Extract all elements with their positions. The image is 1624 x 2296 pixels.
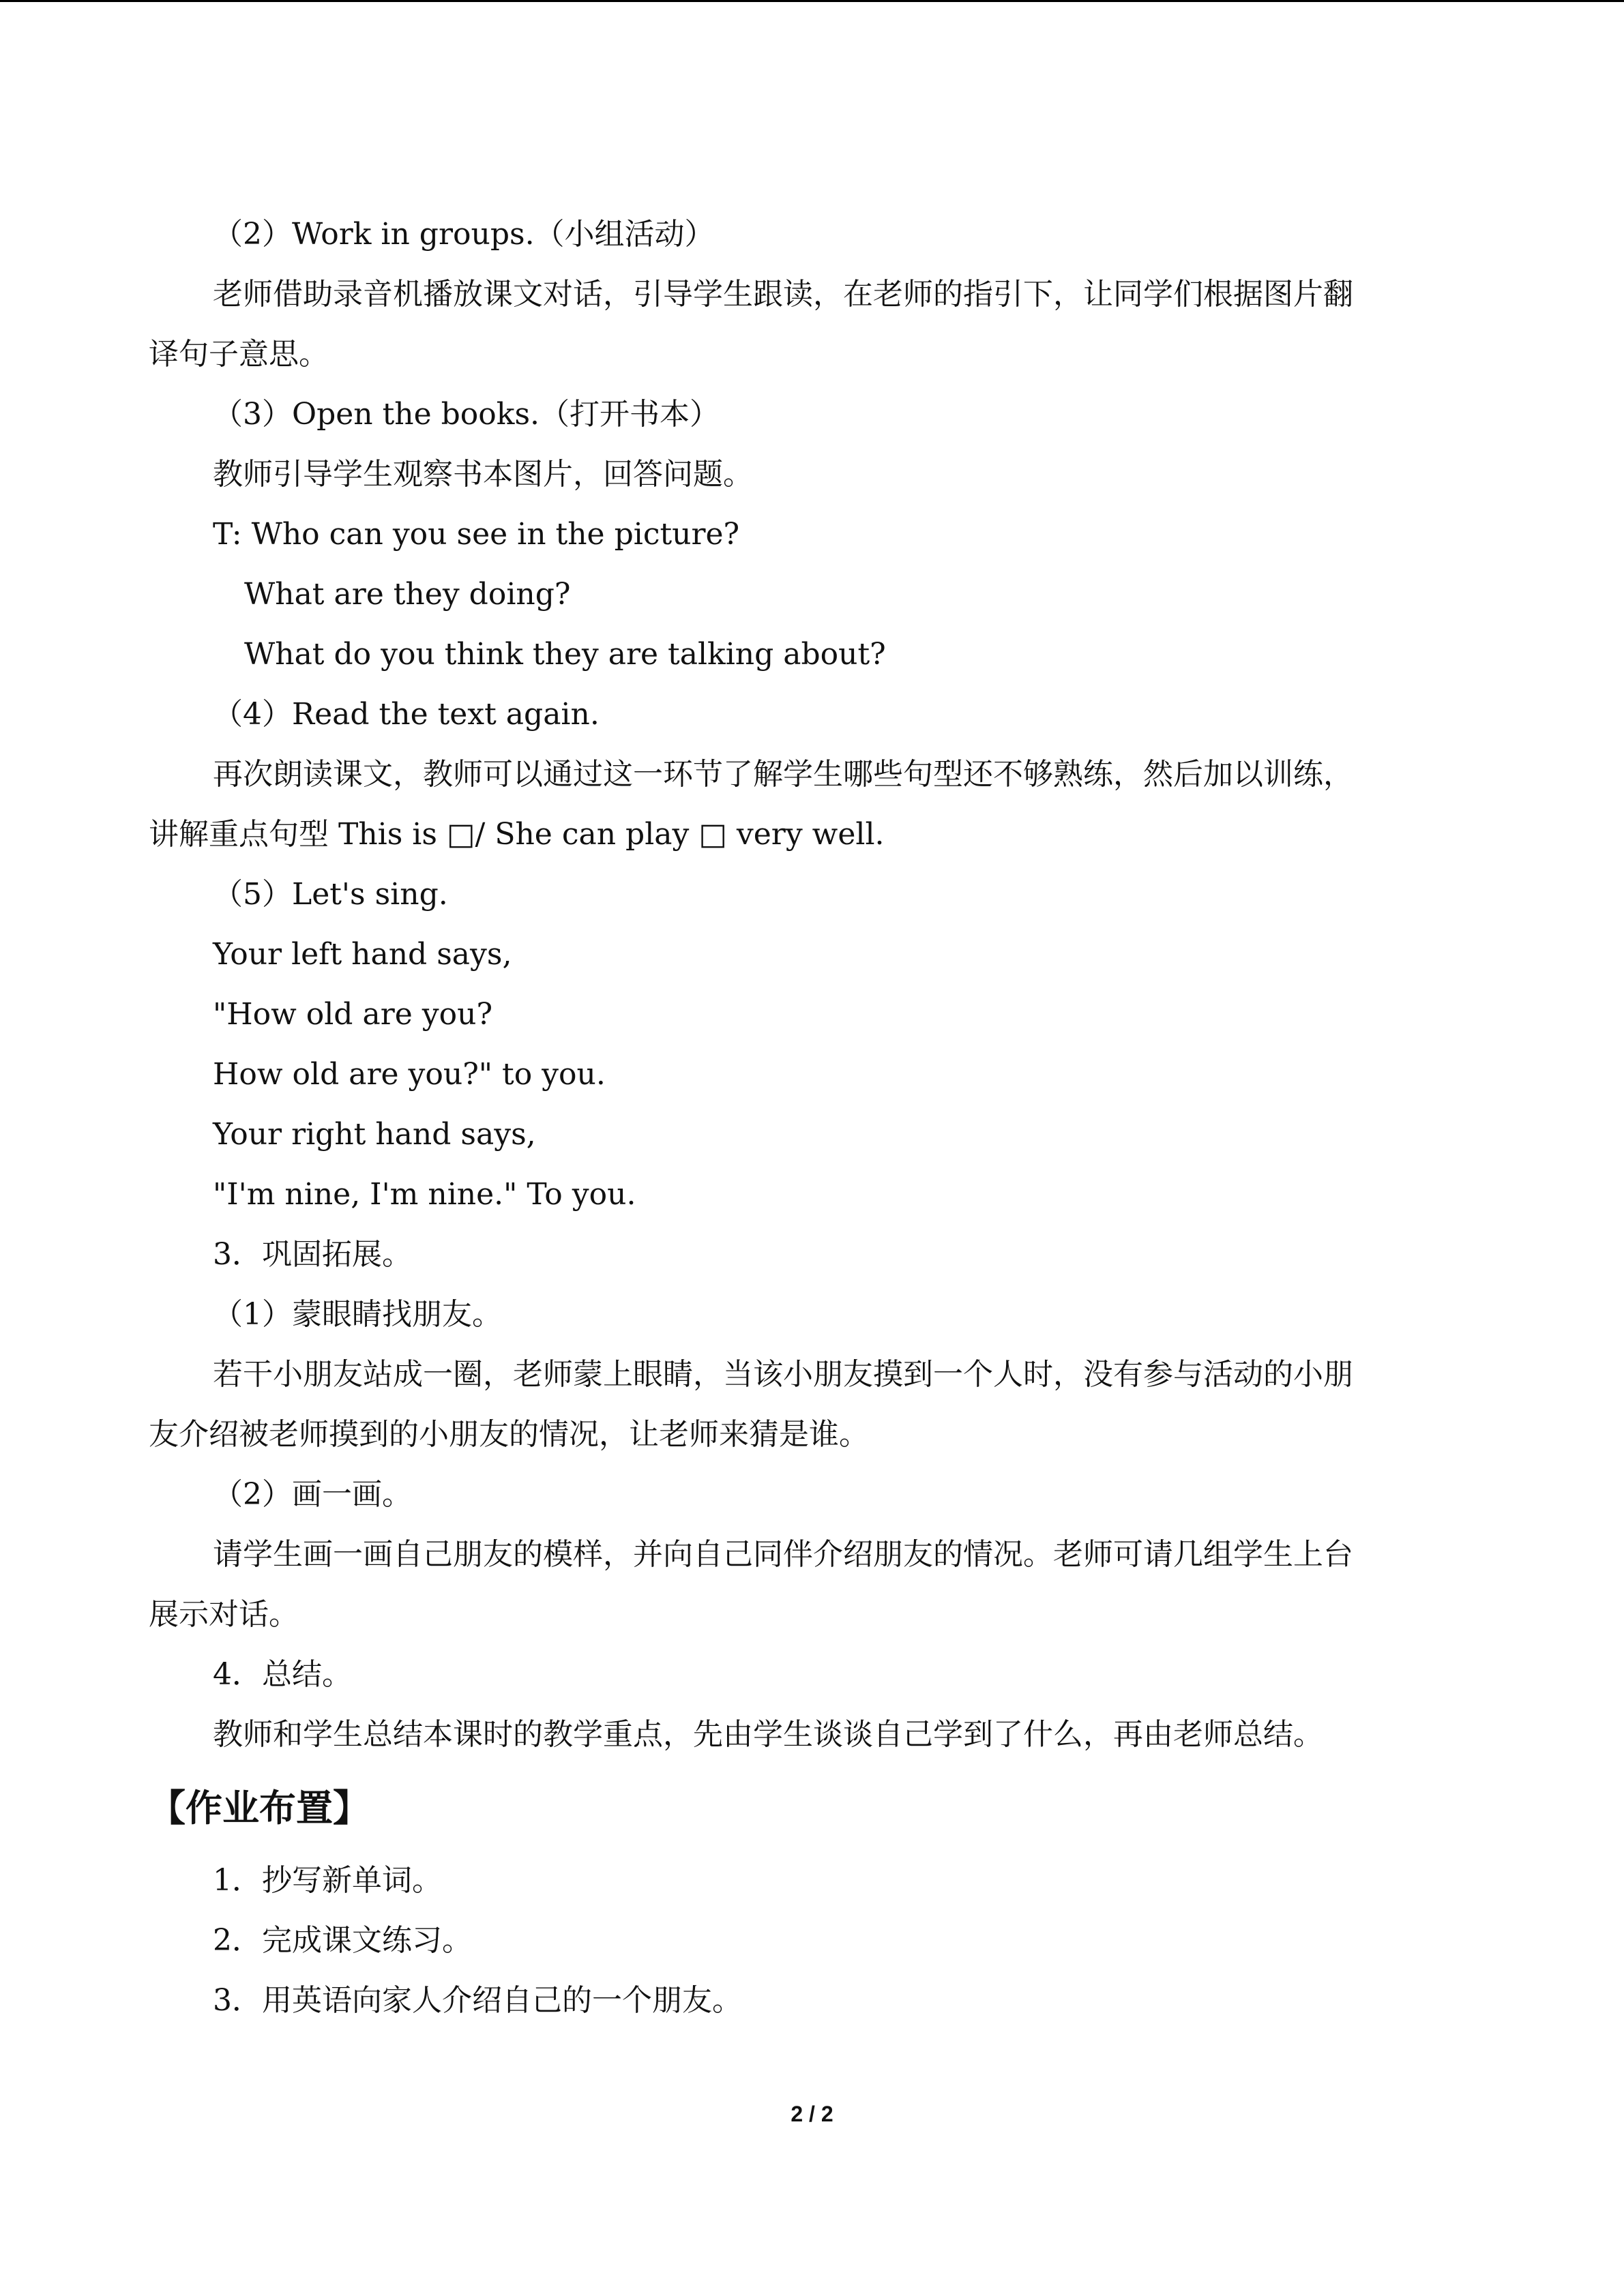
dialogue-line: T: Who can you see in the picture? (213, 517, 740, 552)
homework-item: 2．完成课文练习。 (213, 1923, 472, 1958)
song-line: "How old are you? (213, 997, 493, 1032)
dialogue-line: What are they doing? (244, 577, 571, 612)
paragraph: 若干小朋友站成一圈，老师蒙上眼睛，当该小朋友摸到一个人时，没有参与活动的小朋 (213, 1357, 1353, 1392)
paragraph: （2）Work in groups.（小组活动） (213, 217, 715, 252)
paragraph: 请学生画一画自己朋友的模样，并向自己同伴介绍朋友的情况。老师可请几组学生上台 (213, 1537, 1353, 1572)
paragraph: （3）Open the books.（打开书本） (213, 397, 720, 432)
top-border-line (0, 0, 1624, 2)
homework-heading: 【作业布置】 (149, 1787, 370, 1830)
paragraph: （1）蒙眼睛找朋友。 (213, 1297, 502, 1332)
paragraph: 再次朗读课文，教师可以通过这一环节了解学生哪些句型还不够熟练，然后加以训练， (213, 757, 1353, 792)
paragraph: （4）Read the text again. (213, 697, 600, 732)
paragraph: 讲解重点句型 This is □/ She can play □ very well. (149, 817, 885, 852)
song-line: Your left hand says, (213, 937, 512, 972)
document-body (149, 205, 1458, 2031)
section-title: 3．巩固拓展。 (213, 1237, 412, 1272)
song-line: Your right hand says, (213, 1117, 536, 1152)
paragraph: 教师引导学生观察书本图片，回答问题。 (213, 457, 753, 492)
page-number: 2 / 2 (791, 2102, 833, 2126)
paragraph: 教师和学生总结本课时的教学重点，先由学生谈谈自己学到了什么，再由老师总结。 (213, 1717, 1323, 1752)
homework-item: 3．用英语向家人介绍自己的一个朋友。 (213, 1983, 742, 2018)
paragraph: 译句子意思。 (149, 337, 329, 372)
paragraph: （5）Let's sing. (213, 877, 448, 912)
homework-item: 1．抄写新单词。 (213, 1863, 442, 1898)
paragraph: （2）画一画。 (213, 1477, 412, 1512)
section-title: 4．总结。 (213, 1657, 352, 1692)
paragraph: 友介绍被老师摸到的小朋友的情况，让老师来猜是谁。 (149, 1417, 869, 1452)
dialogue-line: What do you think they are talking about? (244, 637, 886, 672)
paragraph: 老师借助录音机播放课文对话，引导学生跟读，在老师的指引下，让同学们根据图片翻 (213, 277, 1353, 312)
song-line: "I'm nine, I'm nine." To you. (213, 1177, 636, 1212)
paragraph: 展示对话。 (149, 1597, 299, 1632)
song-line: How old are you?" to you. (213, 1057, 606, 1092)
